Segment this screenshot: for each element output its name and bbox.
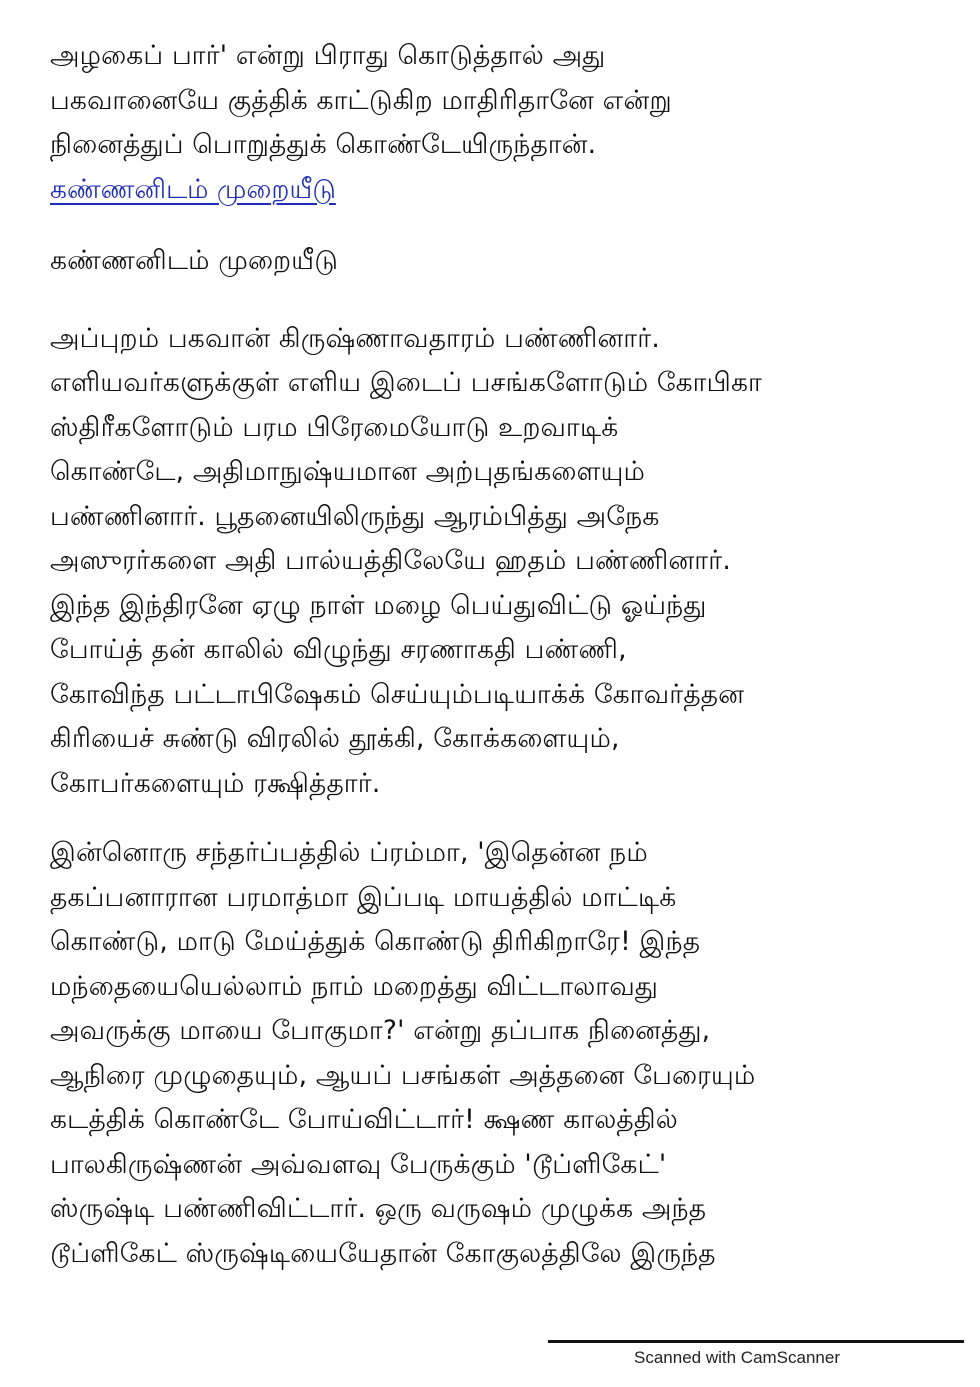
text-line: கோபர்களையும் ரக்ஷித்தார். <box>50 767 381 799</box>
paragraph-brahma <box>50 831 930 1276</box>
text-line: மந்தையையெல்லாம் நாம் மறைத்து விட்டாலாவது <box>50 970 659 1002</box>
text-line: தகப்பனாரான பரமாத்மா இப்படி மாயத்தில் மாட்டிக் <box>50 881 677 913</box>
text-line: அஸுரர்களை அதி பால்யத்திலேயே ஹதம் பண்ணினார். <box>50 545 731 576</box>
paragraph-krishnavatara <box>50 317 930 807</box>
text-line: இந்த இந்திரனே ஏழு நாள் மழை பெய்துவிட்டு ஓய்ந்து <box>50 589 707 621</box>
text-line: அழகைப் பார்' என்று பிராது கொடுத்தால் அது <box>50 40 606 71</box>
text-line: டூப்ளிகேட் ஸ்ருஷ்டியையேதான் கோகுலத்திலே இருந்த <box>50 1237 716 1269</box>
text-line: பண்ணினார். பூதனையிலிருந்து ஆரம்பித்து அநேக <box>50 500 660 532</box>
text-line: இன்னொரு சந்தர்ப்பத்தில் ப்ரம்மா, 'இதென்ன நம் <box>50 837 648 868</box>
text-line: ஆநிரை முழுதையும், ஆயப் பசங்கள் அத்தனை பேரையும் <box>50 1059 756 1091</box>
text-line: நினைத்துப் பொறுத்துக் கொண்டேயிருந்தான். <box>50 129 597 160</box>
text-line: அவருக்கு மாயை போகுமா?' என்று தப்பாக நினைத்து, <box>50 1015 711 1046</box>
text-line: கிரியைச் சுண்டு விரலில் தூக்கி, கோக்களையும், <box>50 723 620 754</box>
text-line: பகவானையே குத்திக் காட்டுகிற மாதிரிதானே என்று <box>50 84 672 116</box>
scanner-credit: Scanned with CamScanner <box>634 1348 841 1367</box>
text-line: பாலகிருஷ்ணன் அவ்வளவு பேருக்கும் 'டூப்ளிகேட்' <box>50 1148 667 1180</box>
text-line: போய்த் தன் காலில் விழுந்து சரணாகதி பண்ணி, <box>50 634 627 665</box>
text-line: கோவிந்த பட்டாபிஷேகம் செய்யும்படியாக்க் கோவர்த்தன <box>50 678 745 710</box>
text-line: கொண்டு, மாடு மேய்த்துக் கொண்டு திரிகிறாரே! இந்த <box>50 926 701 957</box>
document-page <box>50 34 930 1276</box>
footer-divider <box>548 1340 964 1343</box>
section-link[interactable]: கண்ணனிடம் முறையீடு <box>50 173 336 205</box>
text-line: கடத்திக் கொண்டே போய்விட்டார்! க்ஷண காலத்தில் <box>50 1104 678 1135</box>
section-heading: கண்ணனிடம் முறையீடு <box>50 245 339 276</box>
text-line: ஸ்திரீகளோடும் பரம பிரேமையோடு உறவாடிக் <box>50 411 619 443</box>
text-line: அப்புறம் பகவான் கிருஷ்ணாவதாரம் பண்ணினார். <box>50 322 660 354</box>
text-line: கொண்டே, அதிமாநுஷ்யமான அற்புதங்களையும் <box>50 456 646 487</box>
text-line: எளியவர்களுக்குள் எளிய இடைப் பசங்களோடும் கோபிகா <box>50 367 763 398</box>
text-line: ஸ்ருஷ்டி பண்ணிவிட்டார். ஒரு வருஷம் முழுக்க அந்த <box>50 1193 707 1224</box>
intro-paragraph <box>50 34 930 168</box>
